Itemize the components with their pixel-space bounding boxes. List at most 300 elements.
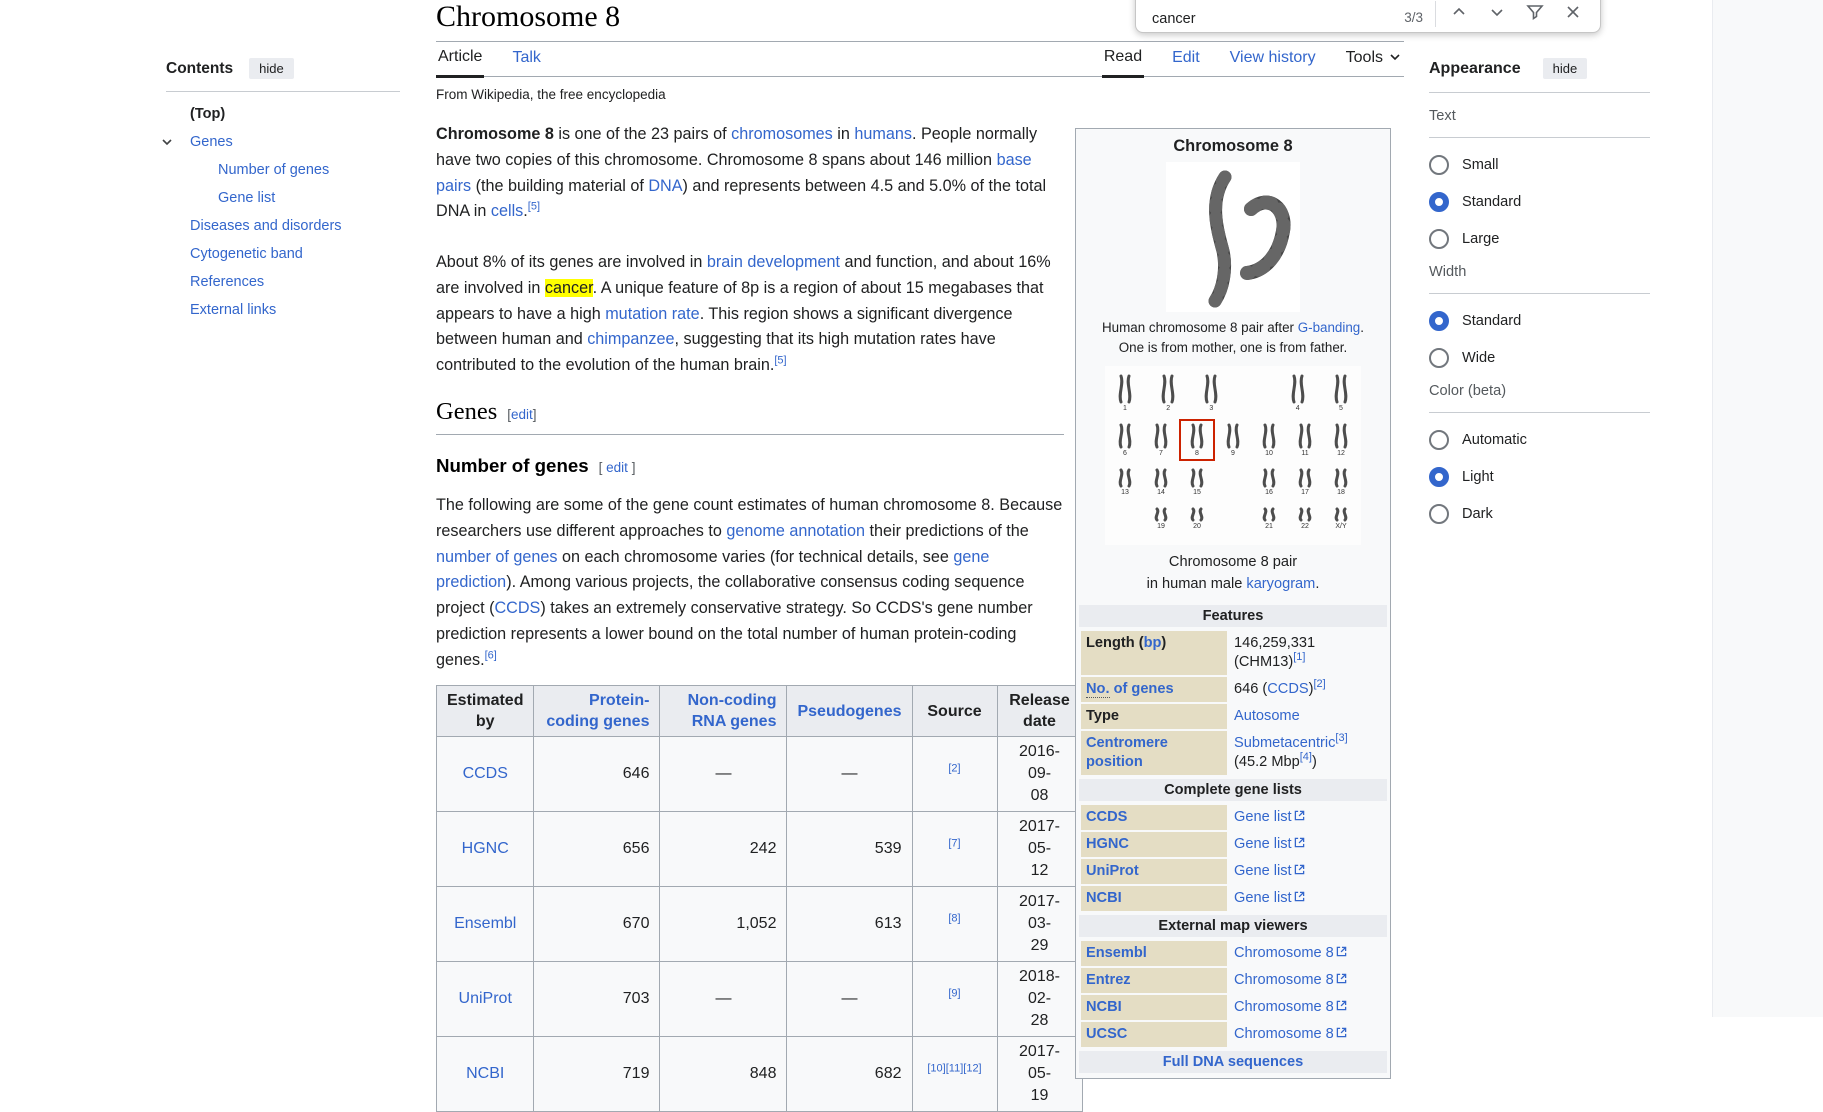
- wiki-link[interactable]: brain development: [706, 253, 841, 271]
- feature-label: [1081, 631, 1227, 675]
- wiki-link[interactable]: prediction: [436, 573, 507, 592]
- karyogram-chromosome-12: [1327, 423, 1355, 457]
- row-label: [1081, 859, 1227, 884]
- toc-item-label[interactable]: Gene list: [218, 190, 276, 206]
- karyogram-label: 4: [1295, 405, 1300, 412]
- section-heading-genes: Genes [edit]: [436, 398, 537, 425]
- row-label: [1081, 886, 1227, 911]
- external-link-icon: [1334, 999, 1347, 1015]
- toc-item-references[interactable]: [166, 268, 400, 296]
- toc-sidebar: [166, 58, 400, 324]
- table-cell: [912, 737, 997, 812]
- appearance-hide-button[interactable]: hide: [1543, 58, 1588, 79]
- table-cell: 1,052: [660, 887, 787, 962]
- wiki-link[interactable]: RNA genes: [691, 713, 777, 730]
- wiki-link[interactable]: CCDS: [1267, 681, 1309, 697]
- row-value: [1229, 886, 1385, 911]
- row-value: [1229, 941, 1385, 966]
- karyogram-label: 15: [1193, 489, 1201, 496]
- radio-label: Standard: [1462, 194, 1522, 210]
- karyogram-chromosome-2: [1154, 374, 1182, 412]
- table-row: [437, 1037, 1083, 1112]
- gene-list-row: [1081, 832, 1385, 857]
- radio-option-large[interactable]: [1429, 229, 1650, 249]
- reference-link[interactable]: [4]: [1299, 751, 1312, 764]
- karyogram-chromosome-17: [1291, 468, 1319, 496]
- edit-bracket: [: [598, 460, 607, 475]
- reference-link[interactable]: [10]: [927, 1062, 946, 1075]
- table-cell: 613: [787, 887, 912, 962]
- row-label: [1081, 832, 1227, 857]
- infobox-image-caption: Human chromosome 8 pair after G-banding. One is from mother, one is from father.: [1101, 320, 1364, 355]
- karyogram-chromosome-16: [1255, 468, 1283, 496]
- appearance-section-label: Text: [1429, 108, 1456, 124]
- wiki-link[interactable]: Protein-: [589, 692, 650, 709]
- wiki-link[interactable]: NCBI: [466, 1065, 505, 1082]
- table-cell: 646: [534, 737, 660, 812]
- table-header-row: [437, 686, 1083, 737]
- row-label: [1081, 1022, 1227, 1047]
- divider: [1435, 1, 1436, 27]
- page-right-gutter: [1712, 0, 1823, 1017]
- feature-label: [1081, 704, 1227, 729]
- toc-item-label: (Top): [190, 106, 226, 122]
- table-cell: 2017-05- 19: [997, 1037, 1082, 1112]
- karyogram-row: [1111, 507, 1355, 530]
- wiki-link[interactable]: Ensembl: [1086, 945, 1147, 961]
- radio-selected-icon[interactable]: [1429, 311, 1449, 331]
- external-link-icon: [1334, 972, 1347, 988]
- radio-unselected-icon[interactable]: [1429, 229, 1449, 249]
- wiki-link[interactable]: mutation rate: [605, 304, 700, 323]
- divider: [166, 91, 400, 92]
- radio-selected-icon[interactable]: [1429, 192, 1449, 212]
- gene-list-row: [1081, 886, 1385, 911]
- gene-lists-header: Complete gene lists: [1079, 779, 1387, 801]
- toc-item-cytogenetic-band[interactable]: [166, 240, 400, 268]
- toc-item-label[interactable]: Number of genes: [218, 162, 330, 178]
- site-tagline: From Wikipedia, the free encyclopedia: [436, 87, 666, 102]
- karyogram-label: 19: [1157, 523, 1165, 530]
- edit-bracket: ]: [532, 407, 537, 422]
- wiki-link[interactable]: HGNC: [461, 840, 509, 857]
- radio-option-dark[interactable]: [1429, 504, 1650, 524]
- external-link[interactable]: Gene list: [1234, 809, 1305, 825]
- radio-label: Standard: [1462, 313, 1522, 329]
- wiki-link[interactable]: Ensembl: [454, 915, 517, 932]
- karyogram-label: 8: [1195, 450, 1199, 457]
- table-cell: 848: [660, 1037, 787, 1112]
- table-cell: 539: [787, 812, 912, 887]
- radio-label: Small: [1462, 157, 1499, 173]
- wiki-link[interactable]: Centromere position: [1086, 735, 1168, 770]
- toc-item-label[interactable]: External links: [190, 302, 277, 318]
- find-match-count: 3/3: [1404, 10, 1423, 25]
- karyogram-label: 16: [1265, 489, 1273, 496]
- wiki-link[interactable]: edit: [606, 460, 628, 475]
- radio-option-automatic[interactable]: [1429, 430, 1650, 450]
- table-cell: 2016-09- 08: [997, 737, 1082, 812]
- feature-value: 646 (CCDS)[2]: [1234, 678, 1326, 697]
- toc-item-genes[interactable]: [166, 128, 400, 156]
- table-cell: [912, 812, 997, 887]
- table-cell: 703: [534, 962, 660, 1037]
- external-link-icon: [1334, 945, 1347, 961]
- map-viewer-row: [1081, 1022, 1385, 1047]
- radio-option-standard[interactable]: [1429, 192, 1650, 212]
- table-cell: 719: [534, 1037, 660, 1112]
- external-link[interactable]: Chromosome 8: [1234, 1026, 1347, 1042]
- divider: [1429, 92, 1650, 93]
- wiki-link[interactable]: DNA: [648, 176, 683, 195]
- appearance-section-label: Color (beta): [1429, 383, 1507, 399]
- table-cell: [437, 962, 534, 1037]
- wiki-link[interactable]: of genes: [1109, 681, 1174, 697]
- chevron-down-icon[interactable]: [160, 135, 174, 153]
- subsection-heading-number-of-genes: Number of genes [ edit ]: [436, 455, 636, 476]
- external-link[interactable]: Gene list: [1234, 836, 1305, 852]
- toc-item-diseases-and-disorders[interactable]: [166, 212, 400, 240]
- article-tabs: [436, 44, 1404, 77]
- wiki-link[interactable]: karyogram: [1246, 576, 1316, 592]
- divider: [1429, 412, 1650, 413]
- namespace-tabs: [436, 44, 543, 76]
- wiki-link[interactable]: CCDS: [494, 599, 541, 618]
- karyogram-chromosome-14: [1147, 468, 1175, 496]
- radio-option-standard[interactable]: [1429, 311, 1650, 331]
- wiki-link[interactable]: pairs: [436, 176, 472, 195]
- karyogram-label: 20: [1193, 523, 1201, 530]
- search-highlight: cancer: [544, 278, 593, 297]
- radio-unselected-icon[interactable]: [1429, 155, 1449, 175]
- toc-item-gene-list[interactable]: [166, 184, 400, 212]
- karyogram-label: 18: [1337, 489, 1345, 496]
- filter-funnel-icon: [1525, 2, 1545, 25]
- edit-section-link[interactable]: [599, 460, 636, 475]
- wiki-link[interactable]: UniProt: [458, 990, 512, 1007]
- toc-item-label[interactable]: Cytogenetic band: [190, 246, 303, 262]
- reference-link[interactable]: [1]: [1293, 651, 1306, 664]
- external-link[interactable]: Chromosome 8: [1234, 999, 1347, 1015]
- karyogram-label: 13: [1121, 489, 1129, 496]
- radio-label: Dark: [1462, 506, 1493, 522]
- table-cell: [437, 1037, 534, 1112]
- wiki-link[interactable]: number of genes: [436, 547, 558, 566]
- external-link[interactable]: Chromosome 8: [1234, 972, 1347, 988]
- karyogram-label: 22: [1301, 523, 1309, 530]
- wiki-link[interactable]: edit: [511, 407, 533, 422]
- wiki-link[interactable]: coding genes: [546, 713, 650, 730]
- wiki-link[interactable]: gene: [953, 547, 990, 566]
- table-cell: [912, 1037, 997, 1112]
- close-icon: [1563, 2, 1583, 25]
- wiki-link[interactable]: Submetacentric: [1234, 735, 1336, 751]
- close-find-button[interactable]: [1554, 0, 1592, 27]
- karyogram-label: X/Y: [1335, 523, 1347, 530]
- external-link-icon: [1292, 863, 1305, 879]
- external-link[interactable]: Gene list: [1234, 890, 1305, 906]
- external-link-icon: [1292, 809, 1305, 825]
- feature-value: [1229, 704, 1385, 729]
- bold-text: ): [1161, 635, 1167, 651]
- karyogram-label: 7: [1159, 450, 1163, 457]
- karyogram-chromosome-6: [1111, 423, 1139, 457]
- radio-label: Automatic: [1462, 432, 1527, 448]
- table-cell: [437, 887, 534, 962]
- wiki-link[interactable]: humans: [854, 125, 912, 143]
- toc-item-label[interactable]: Diseases and disorders: [190, 218, 342, 234]
- edit-section-link[interactable]: [507, 407, 536, 422]
- row-label: [1081, 968, 1227, 993]
- radio-option-light[interactable]: [1429, 467, 1650, 487]
- karyogram-label: 17: [1301, 489, 1309, 496]
- table-cell: —: [660, 737, 787, 812]
- table-column-header[interactable]: [660, 686, 787, 737]
- table-column-header[interactable]: [534, 686, 660, 737]
- next-match-button[interactable]: [1478, 0, 1516, 27]
- karyogram-row: [1111, 423, 1355, 457]
- feature-value: 146,259,331 (CHM13)[1]: [1234, 635, 1316, 670]
- external-link-icon: [1292, 836, 1305, 852]
- karyogram-chromosome-8: [1183, 423, 1211, 457]
- divider: [436, 41, 1404, 42]
- bold-text: Length (: [1086, 635, 1144, 651]
- karyogram-chromosome-3: [1197, 374, 1225, 412]
- table-cell: 2017-03- 29: [997, 887, 1082, 962]
- bold-text: Chromosome 8: [436, 125, 554, 143]
- wiki-link[interactable]: genome annotation: [726, 521, 865, 540]
- toc-list: [166, 100, 400, 324]
- wiki-link[interactable]: Entrez: [1086, 972, 1131, 988]
- row-value: [1229, 995, 1385, 1020]
- wiki-link[interactable]: G-banding: [1297, 320, 1361, 335]
- infobox-feature-row: [1081, 704, 1385, 729]
- reference-link[interactable]: [6]: [484, 649, 497, 662]
- row-label: [1081, 941, 1227, 966]
- karyogram-image[interactable]: [1105, 366, 1361, 545]
- external-link[interactable]: Gene list: [1234, 863, 1305, 879]
- wiki-link[interactable]: chimpanzee: [587, 330, 675, 349]
- feature-label: [1081, 677, 1227, 702]
- karyogram-label: 21: [1265, 523, 1273, 530]
- karyogram-chromosome-1: [1111, 374, 1139, 412]
- table-cell: 2017-05- 12: [997, 812, 1082, 887]
- toc-item-number-of-genes[interactable]: [166, 156, 400, 184]
- abbr-link[interactable]: No.: [1086, 681, 1110, 697]
- edit-bracket: [: [507, 407, 511, 422]
- karyogram-label: 9: [1231, 450, 1235, 457]
- table-cell: 2018-02- 28: [997, 962, 1082, 1037]
- reference-link[interactable]: [2]: [1313, 678, 1326, 691]
- row-value: [1229, 805, 1385, 830]
- karyogram-caption: Chromosome 8 pair in human male karyogram.: [1146, 554, 1320, 592]
- feature-label: [1081, 731, 1227, 775]
- wiki-link[interactable]: UniProt: [1086, 863, 1139, 879]
- gene-list-row: [1081, 805, 1385, 830]
- table-cell: [437, 812, 534, 887]
- appearance-panel: [1429, 58, 1650, 524]
- external-link-icon: [1334, 1026, 1347, 1042]
- radio-unselected-icon[interactable]: [1429, 430, 1449, 450]
- table-cell: 656: [534, 812, 660, 887]
- karyogram-chromosome-18: [1327, 468, 1355, 496]
- previous-match-button[interactable]: [1440, 0, 1478, 27]
- table-cell: —: [787, 962, 912, 1037]
- row-value: [1229, 832, 1385, 857]
- karyogram-chromosome-4: [1284, 374, 1312, 412]
- chromosome-pair-image[interactable]: [1166, 162, 1300, 312]
- wiki-link[interactable]: CCDS: [462, 765, 508, 782]
- karyogram-label: 5: [1338, 405, 1343, 412]
- map-viewer-row: [1081, 995, 1385, 1020]
- toc-hide-button[interactable]: hide: [249, 58, 294, 79]
- karyogram-label: 2: [1166, 405, 1171, 412]
- toc-item-label[interactable]: Genes: [190, 134, 233, 150]
- table-row: [437, 962, 1083, 1037]
- karyogram-chromosome-15: [1183, 468, 1211, 496]
- radio-label: Light: [1462, 469, 1494, 485]
- reference-link[interactable]: [5]: [527, 201, 541, 213]
- table-cell: 242: [660, 812, 787, 887]
- karyogram-chromosome-20: [1183, 507, 1211, 530]
- find-bar: [1135, 0, 1601, 33]
- row-label: [1081, 805, 1227, 830]
- table-column-header: Release date: [997, 686, 1082, 737]
- reference-link[interactable]: [9]: [948, 987, 961, 1000]
- gene-count-table: [436, 685, 1083, 1112]
- intro-paragraph-1: Chromosome 8 is one of the 23 pairs of chromosomes in humans. People normally have two copies of this chromosome. Chromosome 8 spans about 146 million base pairs (the building material of DNA) and represents between 4.5 and 5.0% of the total DNA in cells.[5]: [436, 125, 1047, 221]
- chevron-down-icon: [1388, 49, 1402, 67]
- table-row: [437, 812, 1083, 887]
- radio-unselected-icon[interactable]: [1429, 348, 1449, 368]
- table-cell: 682: [787, 1037, 912, 1112]
- wiki-link[interactable]: bp: [1143, 635, 1162, 651]
- external-link[interactable]: Chromosome 8: [1234, 945, 1347, 961]
- tab-article[interactable]: Article: [436, 44, 484, 78]
- reference-link[interactable]: [8]: [948, 912, 961, 925]
- karyogram-chromosome-x-y: [1327, 507, 1355, 530]
- gene-list-row: [1081, 859, 1385, 884]
- table-cell: 670: [534, 887, 660, 962]
- karyogram-label: 3: [1209, 405, 1214, 412]
- karyogram-row: [1111, 468, 1355, 496]
- table-cell: —: [787, 737, 912, 812]
- karyogram-chromosome-7: [1147, 423, 1175, 457]
- karyogram-label: 11: [1301, 450, 1309, 457]
- external-link-icon: [1292, 890, 1305, 906]
- infobox-feature-row: [1081, 677, 1385, 702]
- row-value: [1229, 1022, 1385, 1047]
- radio-option-small[interactable]: [1429, 155, 1650, 175]
- reference-link[interactable]: [5]: [774, 354, 787, 367]
- wiki-link[interactable]: HGNC: [1086, 836, 1129, 852]
- wiki-link[interactable]: NCBI: [1086, 890, 1122, 906]
- karyogram-label: 10: [1265, 450, 1273, 457]
- divider: [1429, 293, 1650, 294]
- karyogram-label: 1: [1123, 405, 1127, 412]
- table-cell: —: [660, 962, 787, 1037]
- reference-link[interactable]: [3]: [1335, 732, 1348, 745]
- divider: [1429, 137, 1650, 138]
- table-cell: [912, 962, 997, 1037]
- page-title: Chromosome 8: [436, 0, 621, 33]
- intro-paragraph-2: About 8% of its genes are involved in brain development and function, and about 16% are involved in cancer. A unique feature of 8p is a region of about 15 megabases that appears to have a high mutation rate. This region shows a significant divergence between human and chimpanzee, suggesting that its high mutation rates have contributed to the evolution of the human brain.[5]: [436, 253, 1051, 375]
- wiki-link[interactable]: NCBI: [1086, 999, 1122, 1015]
- wiki-link[interactable]: Pseudogenes: [797, 702, 902, 720]
- karyogram-label: 14: [1157, 489, 1165, 496]
- infobox-title: Chromosome 8: [1173, 137, 1293, 155]
- table-column-header[interactable]: [787, 686, 912, 737]
- wiki-link[interactable]: Non-coding: [687, 692, 777, 709]
- toc-item-label[interactable]: References: [190, 274, 265, 290]
- reference-link[interactable]: [7]: [948, 837, 961, 850]
- radio-label: Large: [1462, 231, 1500, 247]
- feature-value: Submetacentric[3] (45.2 Mbp[4]): [1234, 732, 1348, 770]
- radio-option-wide[interactable]: [1429, 348, 1650, 368]
- table-cell: [437, 737, 534, 812]
- tab-talk[interactable]: Talk: [512, 49, 541, 66]
- karyogram-row: [1111, 374, 1355, 412]
- reference-link[interactable]: [2]: [948, 762, 961, 775]
- view-tabs: [1102, 44, 1404, 76]
- reference-link[interactable]: [12]: [963, 1062, 982, 1075]
- karyogram-chromosome-5: [1327, 374, 1355, 412]
- table-column-header: Estimated by: [437, 686, 534, 737]
- infobox-feature-row: [1081, 631, 1385, 675]
- chevron-up-icon: [1449, 2, 1469, 25]
- infobox: [1075, 128, 1391, 1079]
- wiki-link[interactable]: UCSC: [1086, 1026, 1128, 1042]
- wiki-link[interactable]: Autosome: [1234, 708, 1300, 724]
- chromosome-pair-illustration: [1173, 167, 1293, 307]
- table-cell: [912, 887, 997, 962]
- infobox-feature-row: [1081, 731, 1385, 775]
- wiki-link[interactable]: base: [996, 150, 1032, 169]
- bold-text: Type: [1086, 708, 1119, 724]
- number-of-genes-paragraph: The following are some of the gene count estimates of human chromosome 8. Because researchers use different approaches to genome annotation their predictions of the number of genes on each chromosome varies (for technical details, see gene prediction). Among various projects, the collaborative consensus coding sequence project (CCDS) takes an extremely conservative strategy. So CCDS's gene number prediction represents a lower bound on the total number of human protein-coding genes.[6]: [436, 496, 1063, 669]
- karyogram-chromosome-22: [1291, 507, 1319, 530]
- tab-read[interactable]: Read: [1102, 44, 1144, 78]
- map-viewer-row: [1081, 941, 1385, 966]
- wiki-link[interactable]: chromosomes: [731, 125, 833, 143]
- karyogram-chromosome-19: [1147, 507, 1175, 530]
- radio-unselected-icon[interactable]: [1429, 504, 1449, 524]
- reference-link[interactable]: [11]: [945, 1062, 964, 1075]
- radio-selected-icon[interactable]: [1429, 467, 1449, 487]
- karyogram-chromosome-21: [1255, 507, 1283, 530]
- karyogram-chromosome-9: [1219, 423, 1247, 457]
- toc-item-external-links[interactable]: [166, 296, 400, 324]
- map-viewer-row: [1081, 968, 1385, 993]
- table-row: [437, 737, 1083, 812]
- wiki-link[interactable]: CCDS: [1086, 809, 1128, 825]
- divider: [436, 434, 1064, 435]
- appearance-sections: [1429, 108, 1650, 524]
- karyogram-chromosome-11: [1291, 423, 1319, 457]
- wiki-link[interactable]: cells: [490, 202, 524, 221]
- map-viewers-header: External map viewers: [1079, 915, 1387, 937]
- appearance-section-label: Width: [1429, 264, 1467, 280]
- find-input[interactable]: [1152, 11, 1404, 27]
- toc-item-top[interactable]: [166, 100, 400, 128]
- tab-tools[interactable]: Tools: [1344, 45, 1404, 76]
- tab-edit[interactable]: Edit: [1172, 49, 1200, 66]
- find-filter-button[interactable]: [1516, 0, 1554, 27]
- radio-label: Wide: [1462, 350, 1496, 366]
- row-value: [1229, 859, 1385, 884]
- tab-view-history[interactable]: View history: [1229, 49, 1316, 66]
- dna-sequences-header: Full DNA sequences: [1079, 1051, 1387, 1073]
